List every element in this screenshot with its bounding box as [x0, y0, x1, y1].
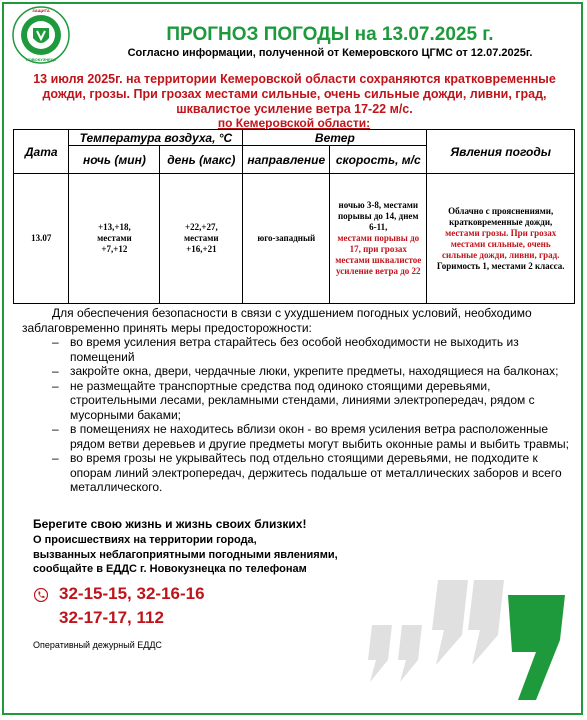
page-title: ПРОГНОЗ ПОГОДЫ на 13.07.2025 г.	[166, 24, 494, 45]
region-label: по Кемеровской области:	[217, 116, 371, 130]
dash-bullet: –	[52, 335, 59, 349]
weather-warning: 13 июля 2025г. на территории Кемеровской области сохраняются кратковременные дожди, грозы. При грозах местами сильные, очень сильные дожди, ливни, град, шквалистое усиление ветра 17-22 м/с.	[33, 72, 556, 116]
dash-bullet: –	[52, 451, 59, 465]
header-day: день (макс)	[160, 146, 243, 174]
svg-text:НОВОКУЗНЕЦК: НОВОКУЗНЕЦК	[25, 57, 57, 62]
night-temp-main: +13,+18,	[98, 222, 131, 232]
day-temp-alt: +16,+21	[186, 244, 217, 254]
phenomena-normal: Облачно с прояснениями, кратковременные дожди,	[448, 205, 554, 227]
cell-speed	[330, 174, 427, 304]
list-item: – не размещайте транспортные средства под одиноко стоящими деревьями, строительными лесами, рекламными стендами, линиями электропередач, рядом с мусорными баками;	[52, 378, 535, 422]
cell-direction: юго-западный	[243, 174, 330, 304]
header-temperature: Температура воздуха, °С	[69, 130, 243, 146]
list-item: – во время грозы не укрывайтесь под отдельно стоящими деревьями, не подходите к опорам линий электропередач, держитесь подальше от металлических заборов и всего металлического.	[52, 451, 562, 494]
day-temp-places: местами	[184, 233, 219, 243]
table-row	[14, 174, 575, 304]
list-item: – в помещениях не находитесь вблизи окон - во время усиления ветра расположенные рядом ветви деревьев и другие предметы могут выбить оконные рамы и выбить травмы;	[52, 422, 569, 451]
phenomena-storm: местами грозы. При грозах местами сильные, очень сильные дожди, ливни, град.	[441, 227, 560, 260]
advice-intro: Для обеспечения безопасности в связи с ухудшением погодных условий, необходимо заблаговременно принять меры предосторожности:	[22, 306, 532, 335]
forecast-table	[13, 129, 575, 304]
cherish-life-text: Берегите свою жизнь и жизнь своих близких!	[33, 517, 307, 531]
header-speed: скорость, м/с	[330, 146, 427, 174]
phone-numbers-line2[interactable]: 32-17-17, 112	[59, 608, 164, 627]
phenomena-fire: Горимость 1, местами 2 класса.	[436, 260, 565, 271]
speed-storm: местами порывы до 17, при грозах местами шквалистое усиление ветра до 22	[335, 233, 422, 276]
header-direction: направление	[243, 146, 330, 174]
dash-bullet: –	[52, 378, 59, 393]
dash-bullet: –	[52, 364, 59, 378]
list-item: – закройте окна, двери, чердачные люки, укрепите предметы, находящиеся на балконах;	[52, 364, 559, 378]
day-temp-main: +22,+27,	[184, 222, 218, 232]
speed-normal: ночью 3-8, местами порывы до 14, днем 6-11,	[338, 200, 419, 232]
advice-list	[22, 335, 574, 495]
svg-text:ЗАЩИТА: ЗАЩИТА	[32, 8, 50, 13]
safety-advice	[22, 306, 574, 495]
page-subtitle: Согласно информации, полученной от Кемеровского ЦГМС от 12.07.2025г.	[127, 47, 533, 59]
cell-phenomena	[427, 174, 575, 304]
list-item: – во время усиления ветра старайтесь без особой необходимости не выходить из помещений	[52, 335, 519, 364]
cell-date: 13.07	[14, 174, 69, 304]
phone-numbers-line1[interactable]: 32-15-15, 32-16-16	[59, 584, 205, 603]
header-night: ночь (мин)	[69, 146, 160, 174]
header-phenomena: Явления погоды	[427, 130, 575, 174]
emercom-logo	[12, 6, 70, 64]
night-temp-places: местами	[97, 233, 132, 243]
cell-night	[69, 174, 160, 304]
dash-bullet: –	[52, 422, 59, 436]
header-date: Дата	[14, 130, 69, 174]
header-wind: Ветер	[243, 130, 427, 146]
signature: Оперативный дежурный ЕДДС	[33, 640, 162, 650]
cell-day	[160, 174, 243, 304]
report-instructions: О происшествиях на территории города, вызванных неблагоприятными погодными явлениями, сообщайте в ЕДДС г. Новокузнецка по телефонам	[33, 534, 338, 575]
night-temp-alt: +7,+12	[101, 244, 128, 254]
phone-icon	[34, 588, 48, 602]
